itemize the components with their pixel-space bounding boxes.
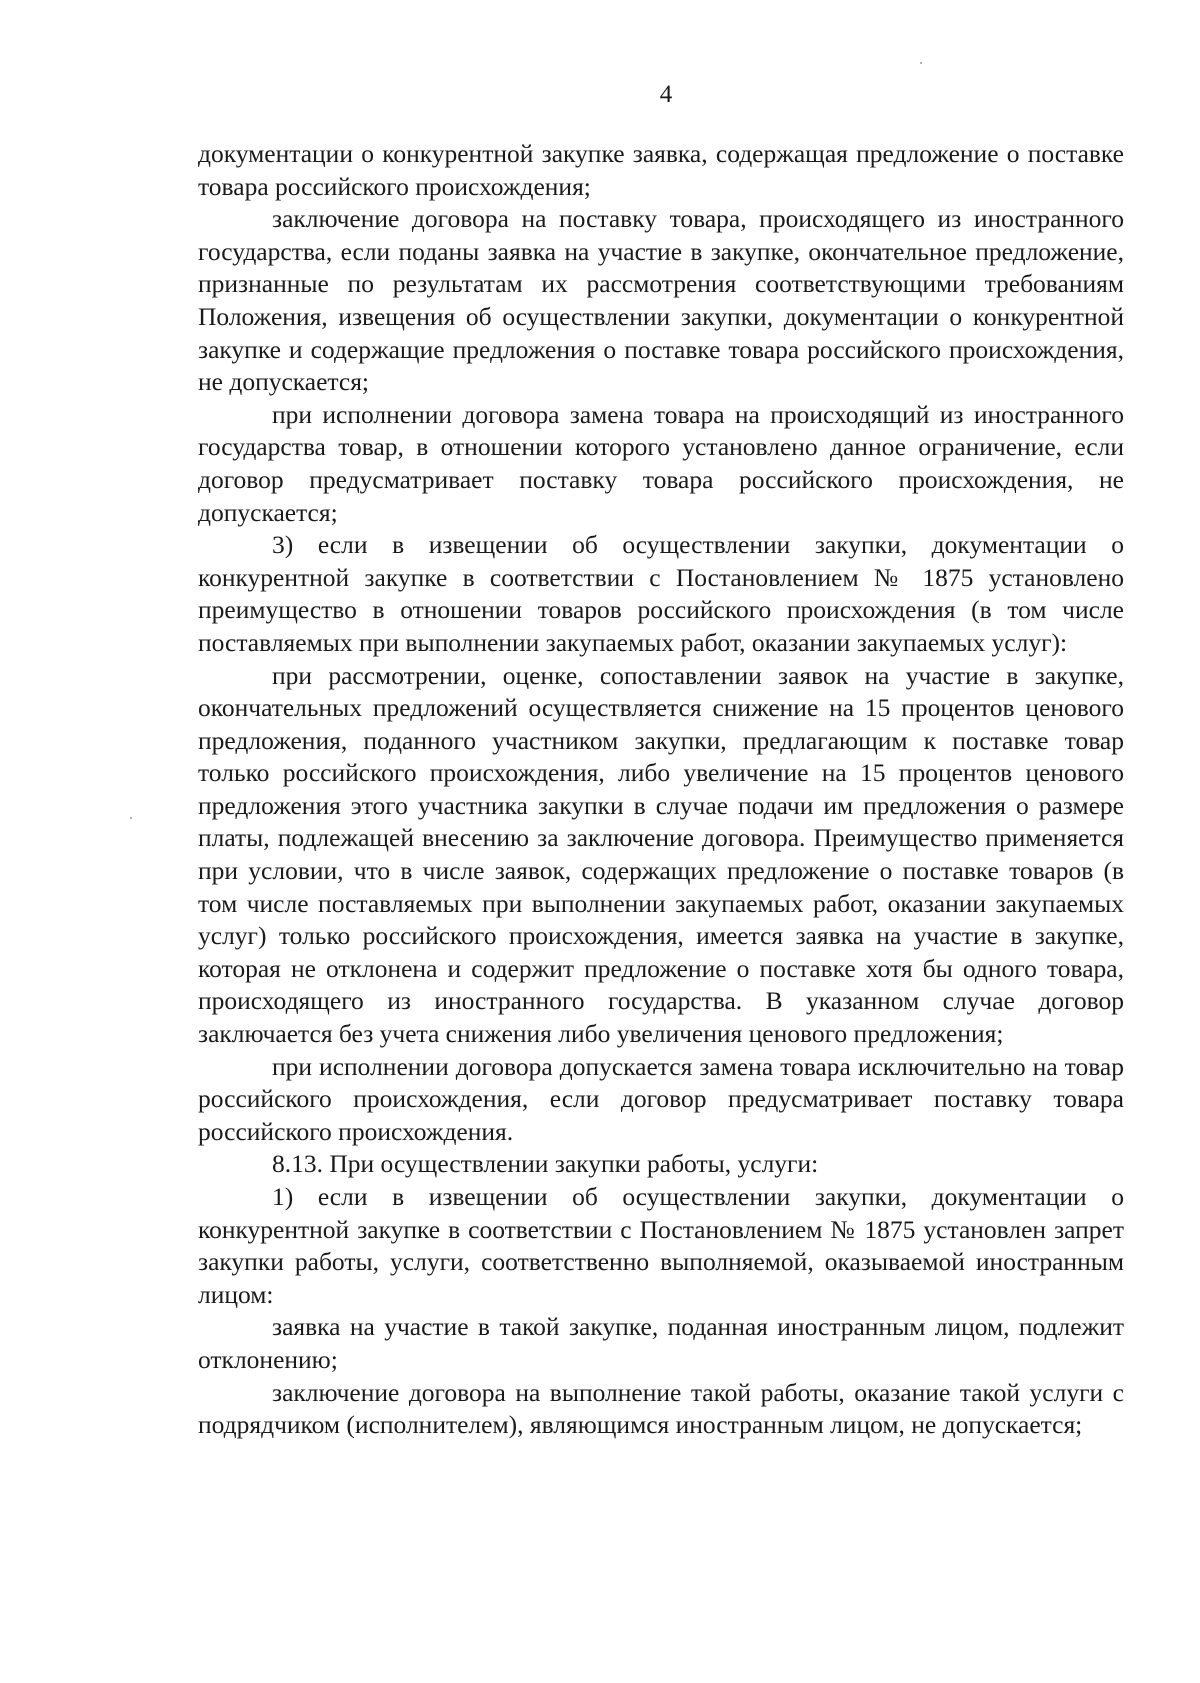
paragraph: 1) если в извещении об осуществлении закупки, документации о конкурентной закупке в соответствии с Постановлением № 1875 установлен запрет закупки работы, услуги, соответственно выполняемой, оказываемой иностранным лицом:: [198, 1182, 1124, 1309]
paragraph: при исполнении договора допускается замена товара исключительно на товар российского происхождения, если договор предусматривает поставку товара российского происхождения.: [198, 1051, 1124, 1146]
section-heading-8-13: 8.13. При осуществлении закупки работы, услуги:: [272, 1149, 819, 1179]
paragraph: заявка на участие в такой закупке, поданная иностранным лицом, подлежит отклонению;: [198, 1312, 1124, 1374]
paragraph: 3) если в извещении об осуществлении закупки, документации о конкурентной закупке в соответствии с Постановлением № 1875 установлено преимущество в отношении товаров российского происхождения (в том числе поставляемых при выполнении закупаемых работ, оказании закупаемых услуг):: [198, 530, 1124, 657]
paragraph: заключение договора на выполнение такой работы, оказание такой услуги с подрядчиком (исполнителем), являющимся иностранным лицом, не допускается;: [198, 1377, 1124, 1440]
page-number: 4: [659, 81, 673, 108]
paragraph: документации о конкурентной закупке заявка, содержащая предложение о поставке товара российского происхождения;: [198, 139, 1124, 201]
paragraph: при исполнении договора замена товара на происходящий из иностранного государства товар, в отношении которого установлено данное ограничение, если договор предусматривает поставку товара российского происхождения, не допускается;: [198, 399, 1124, 527]
scan-speck: [920, 62, 922, 64]
paragraph: при рассмотрении, оценке, сопоставлении заявок на участие в закупке, окончательных предложений осуществляется снижение на 15 процентов ценового предложения, поданного участником закупки, предлагающим к поставке товар только российского происхождения, либо увеличение на 15 процентов ценового предложения этого участника закупки в случае подачи им предложения о размере платы, подлежащей внесению за заключение договора. Преимущество применяется при условии, что в числе заявок, содержащих предложение о поставке товаров (в том числе поставляемых при выполнении закупаемых работ, оказании закупаемых услуг) только российского происхождения, имеется заявка на участие в закупке, которая не отклонена и содержит предложение о поставке хотя бы одного товара, происходящего из иностранного государства. В указанном случае договор заключается без учета снижения либо увеличения ценового предложения;: [198, 660, 1124, 1049]
document-body: [198, 138, 1124, 1442]
paragraph: заключение договора на поставку товара, происходящего из иностранного государства, если поданы заявка на участие в закупке, окончательное предложение, признанные по результатам их рассмотрения соответствующими требованиям Положения, извещения об осуществлении закупки, документации о конкурентной закупке и содержащие предложения о поставке товара российского происхождения, не допускается;: [198, 204, 1124, 397]
scan-speck: [130, 817, 132, 819]
